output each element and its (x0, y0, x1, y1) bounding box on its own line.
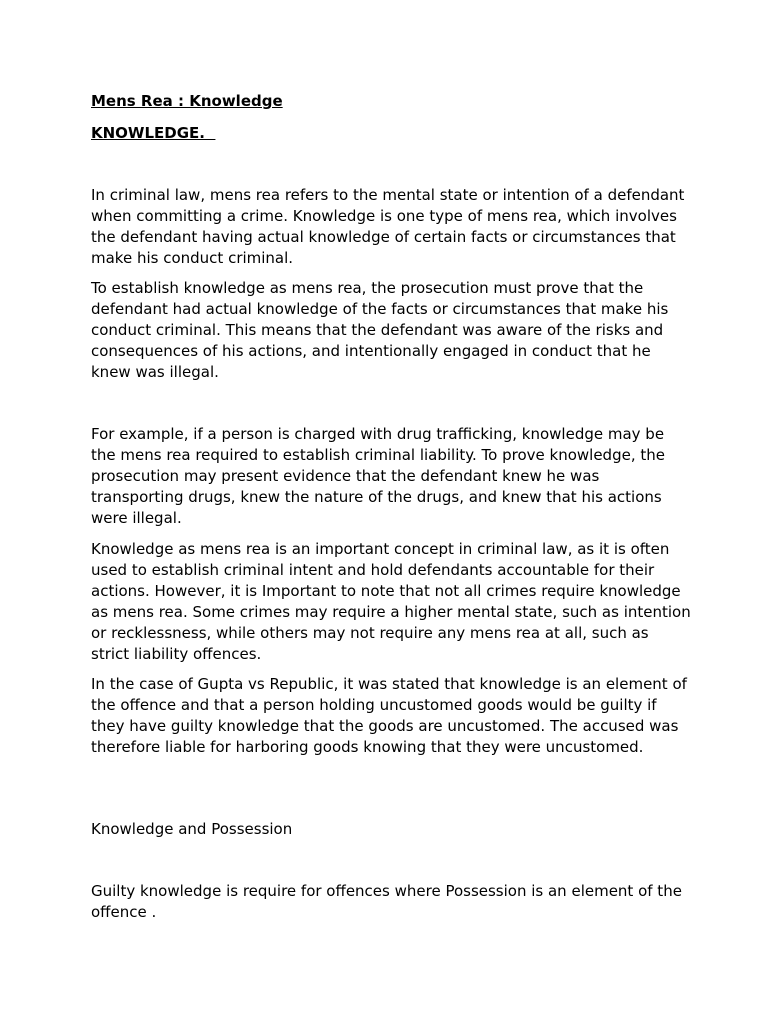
section-heading: Knowledge and Possession (91, 820, 293, 838)
paragraph-5: In the case of Gupta vs Republic, it was stated that knowledge is an element of the offence and that a person holding uncustomed goods would be guilty if they have guilty knowledge that the goods are uncustomed. The accused was therefore liable for harboring goods knowing that they were uncustomed. (91, 675, 687, 756)
document-title: Mens Rea : Knowledge (91, 92, 283, 110)
document-subtitle: KNOWLEDGE. (91, 124, 216, 142)
paragraph-3: For example, if a person is charged with drug trafficking, knowledge may be the mens rea required to establish criminal liability. To prove knowledge, the prosecution may present evidence that the defendant knew he was transporting drugs, knew the nature of the drugs, and knew that his actions were illegal. (91, 425, 665, 527)
paragraph-1: In criminal law, mens rea refers to the mental state or intention of a defendant when committing a crime. Knowledge is one type of mens rea, which involves the defendant having actual knowledge of certain facts or circumstances that make his conduct criminal. (91, 186, 685, 267)
paragraph-2: To establish knowledge as mens rea, the prosecution must prove that the defendant had actual knowledge of the facts or circumstances that make his conduct criminal. This means that the defendant was aware of the risks and consequences of his actions, and intentionally engaged in conduct that he knew was illegal. (91, 279, 669, 381)
section-paragraph: Guilty knowledge is require for offences where Possession is an element of the offence . (91, 882, 682, 921)
paragraph-4: Knowledge as mens rea is an important concept in criminal law, as it is often used to establish criminal intent and hold defendants accountable for their actions. However, it is Important to note that not all crimes require knowledge as mens rea. Some crimes may require a higher mental state, such as intention or recklessness, while others may not require any mens rea at all, such as strict liability offences. (91, 540, 691, 663)
